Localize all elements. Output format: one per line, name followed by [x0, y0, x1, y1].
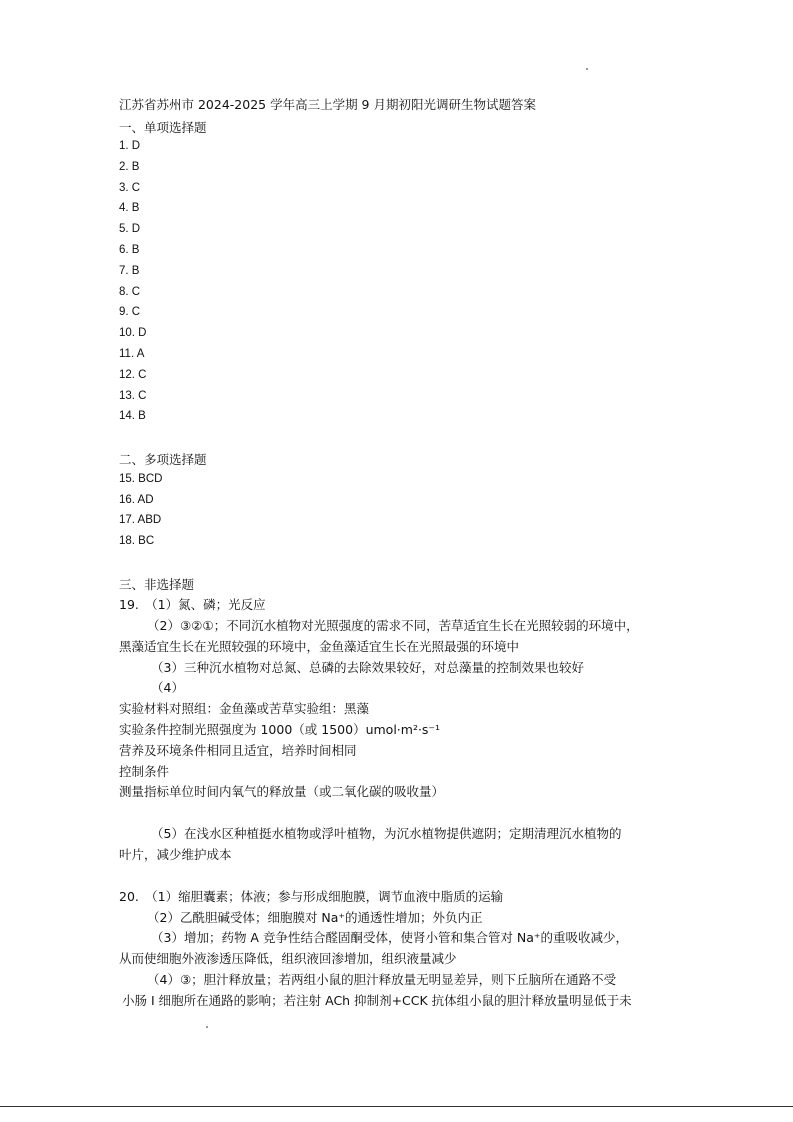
answer-item: 16. AD: [119, 494, 154, 506]
scan-speck: [586, 68, 588, 70]
answer-item: 13. C: [119, 390, 147, 402]
q19-part2: （2）③②①；不同沉水植物对光照强度的需求不同，苦草适宜生长在光照较弱的环境中，: [147, 618, 639, 633]
q19-table-row-materials: 实验材料对照组：金鱼藻或苦草实验组：黑藻: [119, 701, 370, 716]
section-heading-non-choice: 三、非选择题: [119, 577, 195, 592]
answer-item: 8. C: [119, 286, 141, 298]
answer-item: 2. B: [119, 161, 140, 173]
q20-part1: 20. （1）缩胆囊素；体液；参与形成细胞膜，调节血液中脂质的运输: [119, 889, 504, 904]
section-heading-multiple-choice: 二、多项选择题: [119, 452, 207, 467]
scan-speck: [206, 1026, 208, 1028]
q19-part4: （4）: [151, 680, 184, 695]
answer-item: 15. BCD: [119, 473, 163, 485]
q19-part5: （5）在浅水区种植挺水植物或浮叶植物，为沉水植物提供遮阴；定期清理沉水植物的: [151, 826, 622, 841]
answer-item: 9. C: [119, 306, 141, 318]
answer-item: 4. B: [119, 202, 140, 214]
answer-item: 10. D: [119, 327, 147, 339]
q20-part4: （4）③；胆汁释放量；若两组小鼠的胆汁释放量无明显差异，则下丘脑所在通路不受: [147, 972, 617, 987]
answer-item: 1. D: [119, 140, 141, 152]
q19-table-row-environment: 营养及环境条件相同且适宜，培养时间相同: [119, 743, 357, 758]
q19-part5-cont: 叶片，减少维护成本: [119, 847, 232, 862]
q20-part2: （2）乙酰胆碱受体；细胞膜对 Na⁺的通透性增加；外负内正: [147, 910, 483, 925]
q19-part3: （3）三种沉水植物对总氮、总磷的去除效果较好，对总藻量的控制效果也较好: [151, 660, 584, 675]
document-title: 江苏省苏州市 2024-2025 学年高三上学期 9 月期初阳光调研生物试题答案: [119, 97, 536, 112]
q20-part4-cont: 小肠 I 细胞所在通路的影响；若注射 ACh 抑制剂+CCK 抗体组小鼠的胆汁释放量明显低于未: [122, 993, 632, 1008]
answer-item: 6. B: [119, 244, 140, 256]
answer-item: 3. C: [119, 182, 141, 194]
answer-item: 14. B: [119, 410, 146, 422]
q19-table-row-measure: 测量指标单位时间内氧气的释放量（或二氧化碳的吸收量）: [119, 784, 445, 799]
q19-table-row-control: 控制条件: [119, 764, 170, 779]
q20-part3: （3）增加；药物 A 竞争性结合醛固酮受体，使肾小管和集合管对 Na⁺的重吸收减少，: [151, 930, 629, 945]
q19-part1: 19. （1）氮、磷；光反应: [119, 597, 266, 612]
answer-item: 5. D: [119, 223, 141, 235]
answer-item: 7. B: [119, 265, 140, 277]
answer-item: 12. C: [119, 369, 147, 381]
answer-item: 11. A: [119, 348, 145, 360]
q19-table-row-conditions: 实验条件控制光照强度为 1000（或 1500）umol·m²·s⁻¹: [119, 722, 441, 737]
bottom-divider: [0, 1106, 793, 1107]
answer-item: 17. ABD: [119, 514, 162, 526]
section-heading-single-choice: 一、单项选择题: [119, 120, 207, 135]
answer-item: 18. BC: [119, 535, 155, 547]
q20-part3-cont: 从而使细胞外液渗透压降低，组织液回渗增加，组织液量减少: [119, 951, 457, 966]
q19-part2-cont: 黑藻适宜生长在光照较强的环境中，金鱼藻适宜生长在光照最强的环境中: [119, 639, 520, 654]
